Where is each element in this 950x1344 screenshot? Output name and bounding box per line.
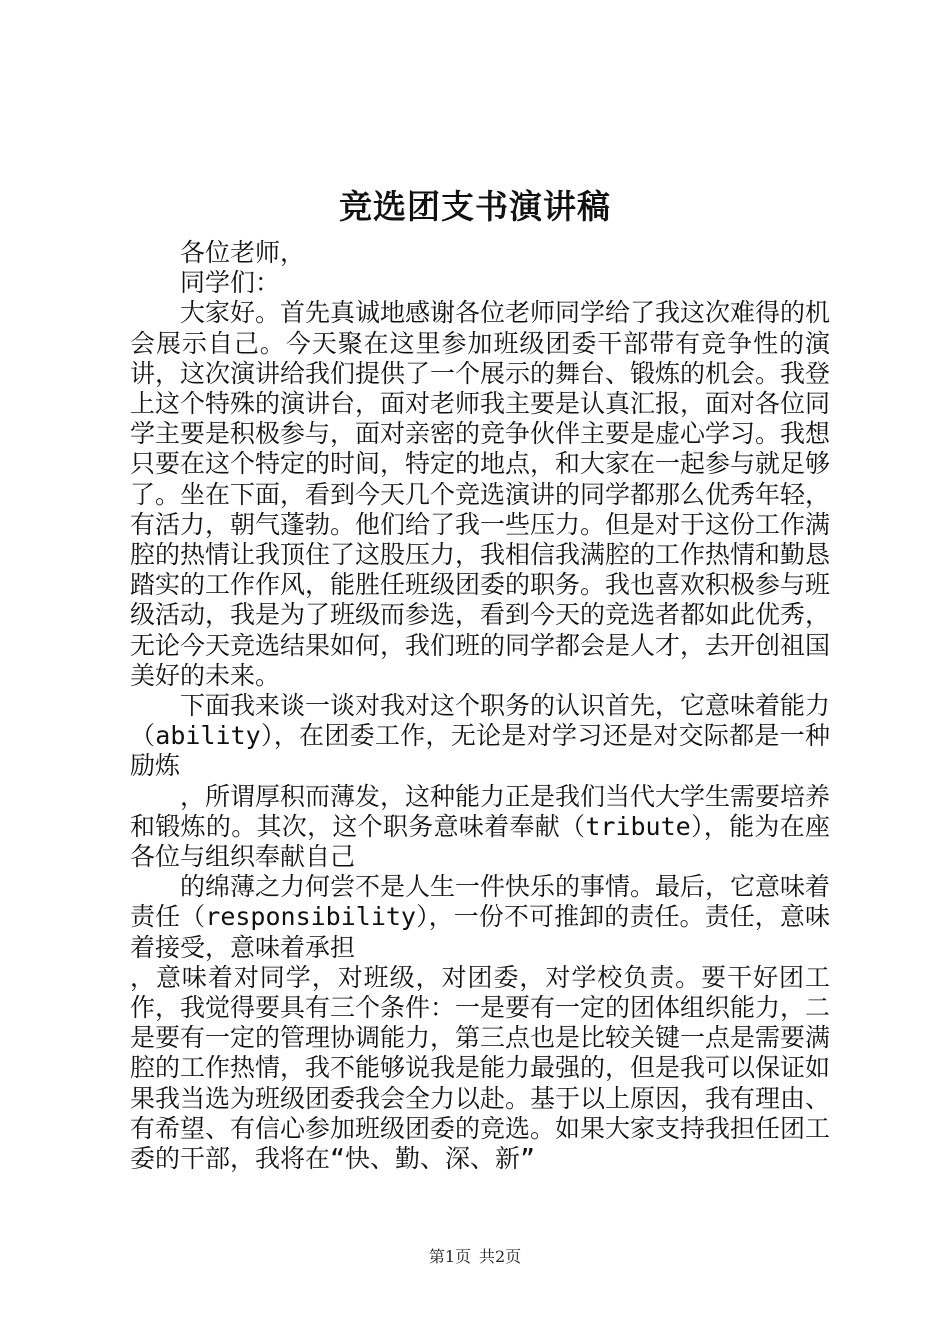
page-footer — [0, 1244, 950, 1267]
salutation-teachers: 各位老师， — [180, 238, 306, 267]
paragraph-responsibility: 的绵薄之力何尝不是人生一件快乐的事情。最后，它意味着责任（responsibility），一份不可推卸的责任。责任，意味着接受，意味着承担 — [130, 872, 831, 962]
paragraph-conditions: ，意味着对同学，对班级，对团委，对学校负责。要干好团工作，我觉得要具有三个条件：一是要有一定的团体组织能力，二是要有一定的管理协调能力，第三点也是比较关键一点是需要满腔的工作热情，我不能够说我是能力最强的，但是我可以保证如果我当选为班级团委我会全力以赴。基于以上原因，我有理由、有希望、有信心参加班级团委的竞选。如果大家支持我担任团工委的干部，我将在“快、勤、深、新” — [130, 962, 831, 1174]
paragraph-tribute: ，所谓厚积而薄发，这种能力正是我们当代大学生需要培养和锻炼的。其次，这个职务意味着奉献（tribute），能为在座各位与组织奉献自己 — [130, 781, 831, 872]
page-total: 共2页 — [479, 1247, 522, 1266]
salutation-students: 同学们： — [180, 268, 281, 298]
document-title: 竞选团支书演讲稿 — [339, 187, 611, 226]
page-number: 第1页 — [428, 1247, 471, 1266]
document-body — [130, 238, 830, 1174]
paragraph-opening: 大家好。首先真诚地感谢各位老师同学给了我这次难得的机会展示自己。今天聚在这里参加班级团委干部带有竞争性的演讲，这次演讲给我们提供了一个展示的舞台、锻炼的机会。我登上这个特殊的演讲台，面对老师我主要是认真汇报，面对各位同学主要是积极参与，面对亲密的竞争伙伴主要是虚心学习。我想只要在这个特定的时间，特定的地点，和大家在一起参与就足够了。坐在下面，看到今天几个竞选演讲的同学都那么优秀年轻，有活力，朝气蓬勃。他们给了我一些压力。但是对于这份工作满腔的热情让我顶住了这股压力，我相信我满腔的工作热情和勤恳踏实的工作作风，能胜任班级团委的职务。我也喜欢积极参与班级活动，我是为了班级而参选，看到今天的竞选者都如此优秀，无论今天竞选结果如何，我们班的同学都会是人才，去开创祖国美好的未来。 — [130, 298, 831, 690]
paragraph-ability: 下面我来谈一谈对我对这个职务的认识首先，它意味着能力（ability），在团委工作，无论是对学习还是对交际都是一种励炼 — [130, 691, 831, 781]
